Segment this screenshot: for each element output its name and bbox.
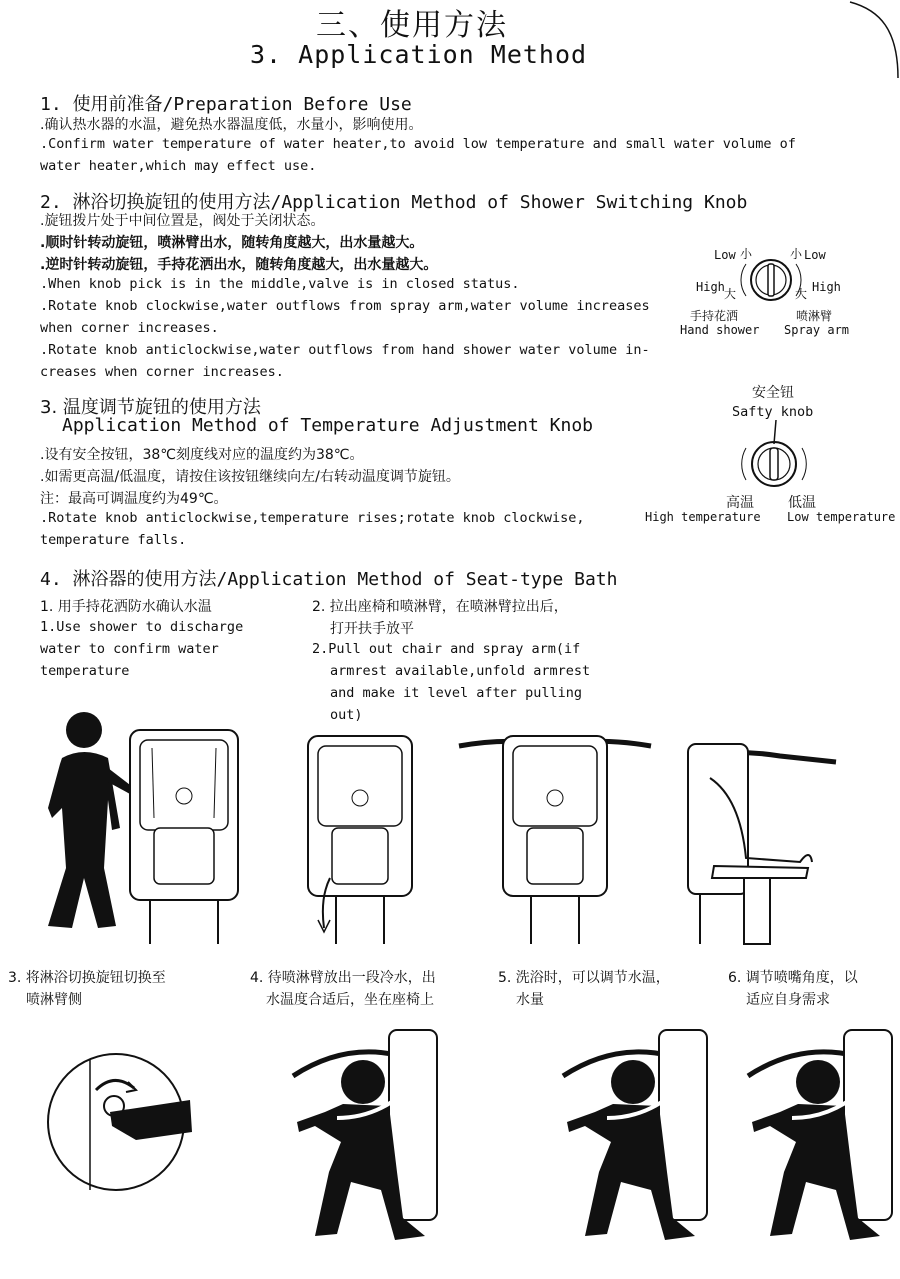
person-adjusting-nozzle-illustration: [740, 1022, 900, 1252]
knob-label-high-right: High: [812, 280, 841, 294]
step6-cn: 适应自身需求: [746, 992, 830, 1008]
step2-en: out): [330, 707, 363, 723]
step1-en: water to confirm water: [40, 641, 219, 657]
knob-label-low-left: Low: [714, 248, 736, 262]
person-checking-water-illustration: [42, 708, 252, 948]
s2-line: when corner increases.: [40, 320, 219, 336]
s2-line: .When knob pick is in the middle,valve is in closed status.: [40, 276, 520, 292]
step2-en: and make it level after pulling: [330, 685, 582, 701]
temp-low-en: Low temperature: [787, 510, 896, 524]
step2-cn: 打开扶手放平: [330, 621, 414, 637]
safety-knob-cn: 安全钮: [752, 385, 794, 401]
armrest-unfolded-illustration: [455, 728, 655, 948]
step5-cn: 水量: [516, 992, 544, 1008]
section3-heading-cn: 3. 温度调节旋钮的使用方法: [40, 397, 261, 418]
knob-hand-en: Hand shower: [680, 323, 760, 337]
temp-high-en: High temperature: [645, 510, 761, 524]
s1-line: .确认热水器的水温，避免热水器温度低，水量小，影响使用。: [40, 117, 423, 133]
s1-line: water heater,which may effect use.: [40, 158, 317, 174]
step1-cn: 1. 用手持花洒防水确认水温: [40, 599, 212, 615]
step1-en: 1.Use shower to discharge: [40, 619, 244, 635]
step5-cn: 5. 洗浴时，可以调节水温，: [498, 970, 670, 986]
s3-line: .如需更高温/低温度，请按住该按钮继续向左/右转动温度调节旋钮。: [40, 469, 460, 485]
knob-label-big-right: 大: [795, 287, 808, 301]
s3-line: .Rotate knob anticlockwise,temperature rises;rotate knob clockwise,: [40, 510, 585, 526]
step2-cn: 2. 拉出座椅和喷淋臂，在喷淋臂拉出后，: [312, 599, 568, 615]
section2-heading: 2. 淋浴切换旋钮的使用方法/Application Method of Shower Switching Knob: [40, 192, 748, 213]
s3-line: 注：最高可调温度约为49℃。: [40, 491, 228, 507]
temp-high-cn: 高温: [726, 495, 754, 511]
person-adjusting-temperature-illustration: [555, 1022, 715, 1252]
step6-cn: 6. 调节喷嘴角度，以: [728, 970, 858, 986]
step2-en: armrest available,unfold armrest: [330, 663, 591, 679]
knob-label-big-left: 大: [724, 287, 737, 301]
knob-hand-cn: 手持花洒: [690, 309, 739, 323]
safety-knob-en: Safty knob: [732, 404, 814, 420]
knob-label-high-left: High: [696, 280, 725, 294]
chair-side-view-illustration: [680, 738, 840, 948]
s2-line: .Rotate knob anticlockwise,water outflows from hand shower water volume in-: [40, 342, 650, 358]
temperature-knob-icon: [736, 420, 812, 496]
person-seated-illustration: [285, 1022, 445, 1252]
chair-pulled-out-illustration: [300, 728, 420, 948]
knob-label-small-right: 小: [790, 247, 803, 261]
temp-low-cn: 低温: [788, 495, 816, 511]
step1-en: temperature: [40, 663, 130, 679]
knob-label-low-right: Low: [804, 248, 826, 262]
section3-heading-en: Application Method of Temperature Adjustment Knob: [62, 415, 594, 436]
page-corner-curve: [840, 0, 900, 80]
knob-label-small-left: 小: [740, 247, 753, 261]
section4-heading: 4. 淋浴器的使用方法/Application Method of Seat-type Bath: [40, 569, 618, 590]
s2-line: .Rotate knob clockwise,water outflows from spray arm,water volume increases: [40, 298, 650, 314]
section1-heading: 1. 使用前准备/Preparation Before Use: [40, 94, 412, 115]
switch-knob-closeup-illustration: [40, 1050, 200, 1200]
step4-cn: 水温度合适后，坐在座椅上: [266, 992, 434, 1008]
s2-line: .顺时针转动旋钮，喷淋臂出水，随转角度越大，出水量越大。: [40, 235, 424, 251]
knob-spray-en: Spray arm: [784, 323, 850, 337]
step2-en: 2.Pull out chair and spray arm(if: [312, 641, 581, 657]
knob-spray-cn: 喷淋臂: [796, 309, 833, 323]
step3-cn: 喷淋臂侧: [26, 992, 82, 1008]
step4-cn: 4. 待喷淋臂放出一段冷水，出: [250, 970, 436, 986]
page-title-en: 3. Application Method: [250, 40, 588, 69]
s1-line: .Confirm water temperature of water heater,to avoid low temperature and small water volume of: [40, 136, 796, 152]
s2-line: .逆时针转动旋钮，手持花洒出水，随转角度越大，出水量越大。: [40, 257, 438, 273]
s3-line: .设有安全按钮，38℃刻度线对应的温度约为38℃。: [40, 447, 364, 463]
s2-line: .旋钮拨片处于中间位置是，阀处于关闭状态。: [40, 213, 325, 229]
s3-line: temperature falls.: [40, 532, 187, 548]
page-title-cn: 三、使用方法: [316, 8, 508, 43]
shower-switch-knob-icon: [738, 256, 804, 306]
s2-line: creases when corner increases.: [40, 364, 284, 380]
step3-cn: 3. 将淋浴切换旋钮切换至: [8, 970, 166, 986]
